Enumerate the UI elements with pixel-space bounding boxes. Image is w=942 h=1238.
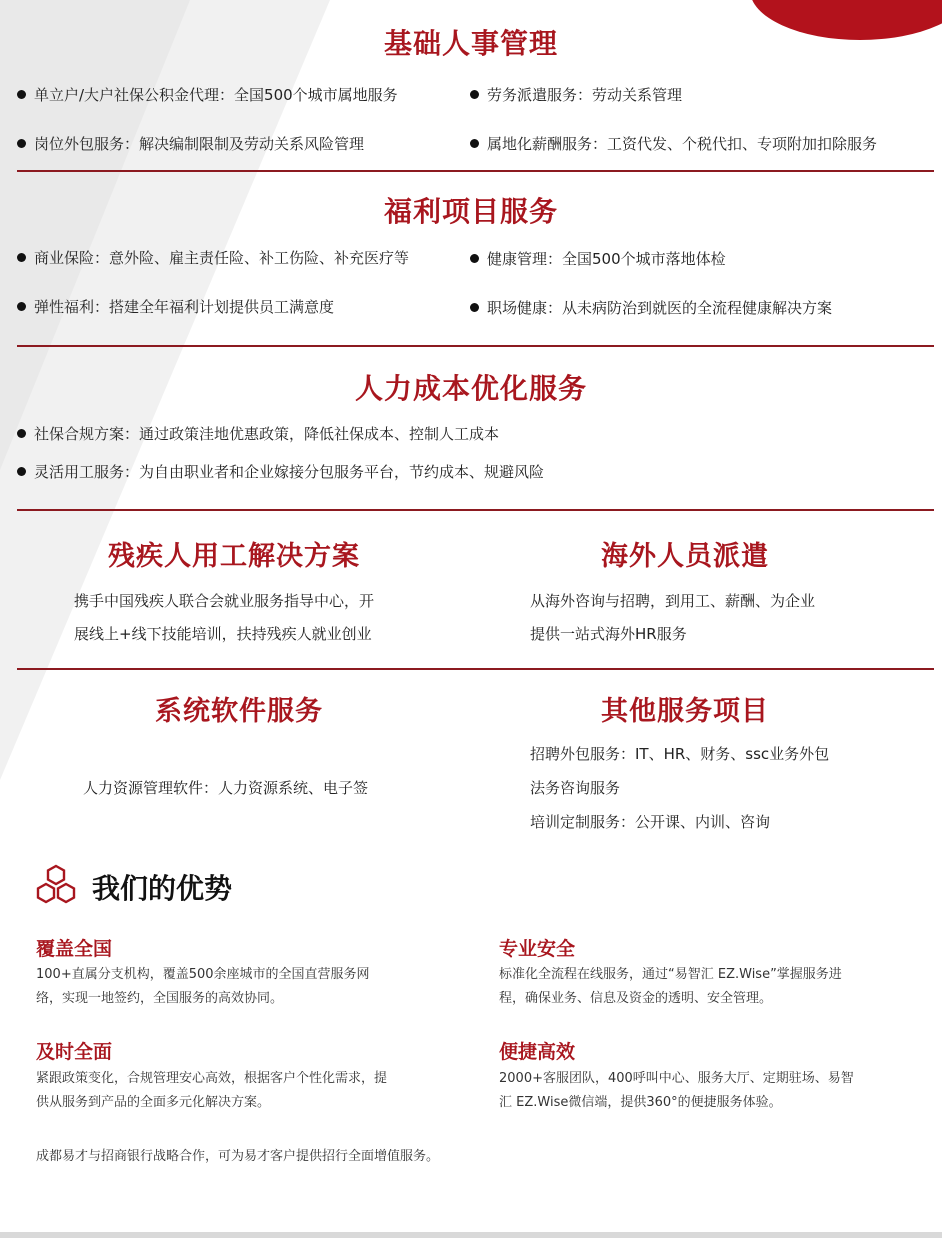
list-item bbox=[17, 84, 398, 105]
advantage-desc-line: 100+直属分支机构，覆盖500余座城市的全国直营服务网 bbox=[36, 967, 370, 982]
paragraph-line: 展线上+线下技能培训，扶持残疾人就业创业 bbox=[74, 625, 372, 643]
list-item bbox=[17, 461, 544, 482]
list-item-text: 属地化薪酬服务：工资代发、个税代扣、专项附加扣除服务 bbox=[487, 135, 878, 153]
list-item-text: 弹性福利：搭建全年福利计划提供员工满意度 bbox=[34, 298, 335, 316]
bullet-icon bbox=[17, 253, 26, 262]
bullet-icon bbox=[17, 90, 26, 99]
list-item bbox=[470, 133, 877, 154]
list-item-text: 单立户/大户社保公积金代理：全国500个城市属地服务 bbox=[34, 86, 398, 104]
bullet-icon bbox=[470, 139, 479, 148]
advantages-heading: 我们的优势 bbox=[92, 872, 233, 905]
section-title-basic-hr: 基础人事管理 bbox=[383, 27, 558, 60]
hexagon-cluster-icon bbox=[34, 864, 78, 908]
advantage-desc-line: 标准化全流程在线服务，通过“易智汇 EZ.Wise”掌握服务进 bbox=[499, 967, 842, 982]
bullet-icon bbox=[470, 303, 479, 312]
list-item bbox=[17, 133, 364, 154]
divider bbox=[17, 668, 934, 670]
divider bbox=[17, 509, 934, 511]
list-item-text: 灵活用工服务：为自由职业者和企业嫁接分包服务平台，节约成本、规避风险 bbox=[34, 463, 545, 481]
list-item-text: 商业保险：意外险、雇主责任险、补工伤险、补充医疗等 bbox=[34, 249, 410, 267]
list-item bbox=[17, 296, 334, 317]
advantage-desc-line: 供从服务到产品的全面多元化解决方案。 bbox=[36, 1095, 271, 1110]
list-item-text: 劳务派遣服务：劳动关系管理 bbox=[487, 86, 683, 104]
list-item-text: 健康管理：全国500个城市落地体检 bbox=[487, 250, 726, 268]
advantage-title: 专业安全 bbox=[499, 938, 576, 960]
advantage-title: 便捷高效 bbox=[499, 1041, 576, 1063]
section-title-cost: 人力成本优化服务 bbox=[354, 372, 587, 405]
footer-note: 成都易才与招商银行战略合作，可为易才客户提供招行全面增值服务。 bbox=[36, 1149, 440, 1164]
section-title-welfare: 福利项目服务 bbox=[383, 195, 558, 228]
advantage-desc-line: 2000+客服团队，400呼叫中心、服务大厅、定期驻场、易智 bbox=[499, 1071, 854, 1086]
advantage-desc-line: 汇 EZ.Wise微信端，提供360°的便捷服务体验。 bbox=[499, 1095, 782, 1110]
paragraph-line: 法务咨询服务 bbox=[530, 779, 621, 797]
bullet-icon bbox=[17, 467, 26, 476]
advantage-desc-line: 络，实现一地签约，全国服务的高效协同。 bbox=[36, 991, 284, 1006]
list-item bbox=[470, 297, 832, 318]
list-item bbox=[470, 84, 682, 105]
advantage-title: 及时全面 bbox=[36, 1041, 113, 1063]
paragraph-line: 携手中国残疾人联合会就业服务指导中心，开 bbox=[74, 592, 375, 610]
paragraph-line: 从海外咨询与招聘，到用工、薪酬、为企业 bbox=[530, 592, 816, 610]
paragraph-line: 提供一站式海外HR服务 bbox=[530, 625, 687, 643]
advantage-title: 覆盖全国 bbox=[36, 938, 113, 960]
advantage-desc-line: 程，确保业务、信息及资金的透明、安全管理。 bbox=[499, 991, 773, 1006]
divider bbox=[17, 345, 934, 347]
list-item bbox=[470, 248, 726, 269]
list-item bbox=[17, 423, 499, 444]
list-item-text: 社保合规方案：通过政策洼地优惠政策，降低社保成本、控制人工成本 bbox=[34, 425, 500, 443]
list-item bbox=[17, 247, 409, 268]
section-title-software: 系统软件服务 bbox=[155, 696, 323, 727]
list-item-text: 岗位外包服务：解决编制限制及劳动关系风险管理 bbox=[34, 135, 365, 153]
advantage-desc-line: 紧跟政策变化，合规管理安心高效，根据客户个性化需求，提 bbox=[36, 1071, 388, 1086]
paragraph-line: 人力资源管理软件：人力资源系统、电子签 bbox=[83, 779, 369, 797]
section-title-other: 其他服务项目 bbox=[601, 696, 769, 727]
list-item-text: 职场健康：从未病防治到就医的全流程健康解决方案 bbox=[487, 299, 833, 317]
section-title-overseas: 海外人员派遣 bbox=[601, 541, 769, 572]
bullet-icon bbox=[17, 302, 26, 311]
bullet-icon bbox=[17, 429, 26, 438]
section-title-disabled: 残疾人用工解决方案 bbox=[108, 541, 360, 572]
divider bbox=[17, 170, 934, 172]
paragraph-line: 招聘外包服务：IT、HR、财务、ssc业务外包 bbox=[530, 745, 830, 763]
bullet-icon bbox=[470, 254, 479, 263]
paragraph-line: 培训定制服务：公开课、内训、咨询 bbox=[530, 813, 771, 831]
bullet-icon bbox=[470, 90, 479, 99]
bottom-bar bbox=[0, 1232, 942, 1238]
bullet-icon bbox=[17, 139, 26, 148]
